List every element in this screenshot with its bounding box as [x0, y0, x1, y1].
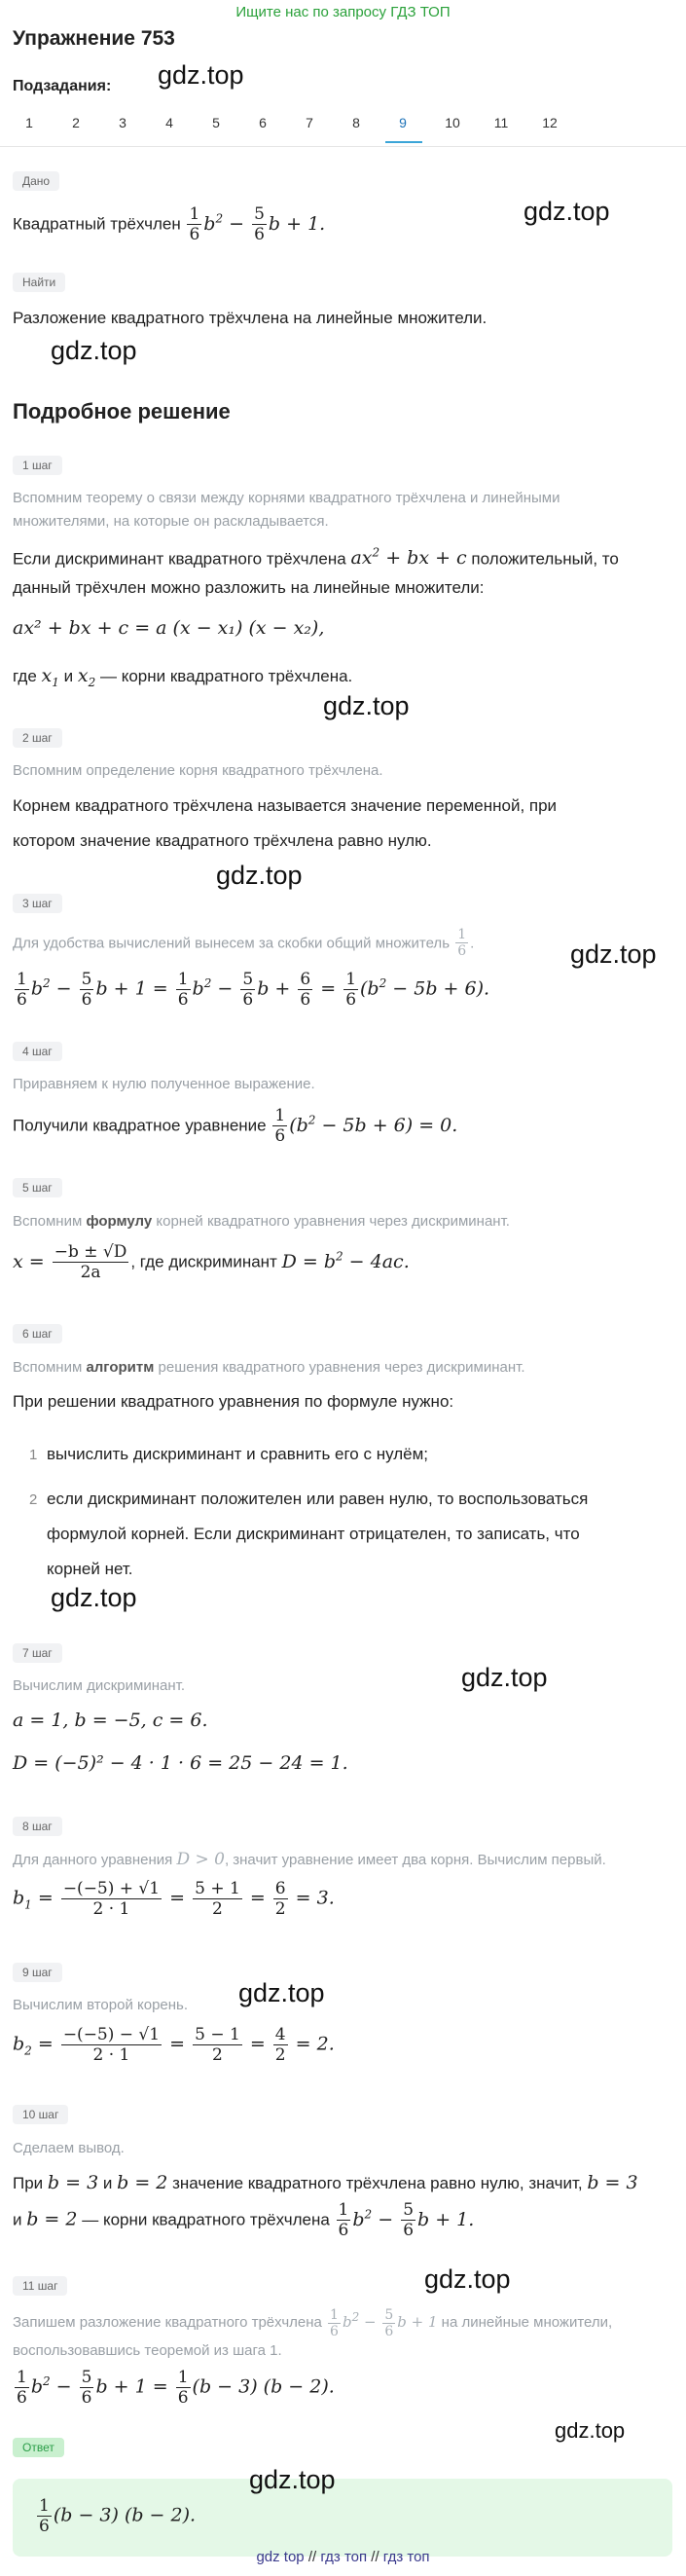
- text-fragment: и: [102, 2174, 113, 2192]
- step-2-text2: котором значение квадратного трёхчлена равно нулю.: [13, 831, 432, 850]
- step-6-text: При решении квадратного уравнения по формуле нужно:: [13, 1392, 454, 1411]
- watermark: gdz.top: [555, 2418, 626, 2443]
- step-9-tag: [13, 1963, 62, 1982]
- text-fragment: и: [63, 667, 74, 685]
- find-text: Разложение квадратного трёхчлена на линейные множители.: [13, 309, 487, 327]
- find-section: [13, 273, 65, 292]
- step-1-where: где $x_1$ и $x_2$ — корни квадратного трёхчлена.: [13, 665, 353, 689]
- step-4-text: Получили квадратное уравнение $\frac{1}{6}$ $(b^2 - 5b + 6) = 0$.: [13, 1106, 458, 1146]
- text-fragment: — корни квадратного трёхчлена: [82, 2210, 330, 2229]
- tab-5[interactable]: 5: [212, 115, 220, 130]
- text-fragment: — корни квадратного трёхчлена.: [99, 667, 353, 685]
- text-fragment: Для данного уравнения: [13, 1852, 173, 1868]
- step-10-line2: и b = 2 — корни квадратного трёхчлена $\frac{1}{6}$ $b^2$ − $\frac{5}{6}$ b + 1.: [13, 2200, 475, 2240]
- active-tab-indicator: [385, 141, 422, 143]
- step-tag: 10 шаг: [13, 2105, 68, 2124]
- find-tag: Найти: [13, 273, 65, 292]
- solution-title: Подробное решение: [13, 399, 231, 423]
- step-7-line1: a = 1, b = −5, c = 6.: [13, 1710, 208, 1731]
- given-tag: Дано: [13, 171, 59, 191]
- list-item: если дискриминант положителен или равен нулю, то воспользоваться: [47, 1490, 589, 1508]
- list-number: 1: [29, 1447, 38, 1463]
- subtask-tabs: [10, 109, 558, 144]
- step-10-hint: Сделаем вывод.: [13, 2140, 125, 2156]
- text-fragment: Вспомним: [13, 1213, 83, 1230]
- watermark: gdz.top: [424, 2264, 511, 2294]
- list-number: 2: [29, 1491, 38, 1508]
- list-item: вычислить дискриминант и сравнить его с нулём;: [47, 1445, 429, 1463]
- watermark: gdz.top: [524, 197, 610, 226]
- footer-link[interactable]: гдз топ: [382, 2549, 430, 2565]
- given-text: Квадратный трёхчлен $\frac{1}{6}$ $b^2$ − $\frac{5}{6}$ b + 1.: [13, 204, 326, 244]
- text-fragment: алгоритм: [86, 1359, 155, 1376]
- step-6-tag: [13, 1324, 62, 1343]
- text-fragment: положительный, то: [471, 549, 619, 569]
- list-item: формулой корней. Если дискриминант отрицателен, то записать, что: [47, 1525, 580, 1543]
- step-6-hint: [13, 1356, 525, 1380]
- text-fragment: где: [13, 667, 37, 685]
- step-tag: 9 шаг: [13, 1963, 62, 1982]
- step-10-line1: При b = 3 и b = 2 значение квадратного трёхчлена равно нулю, значит, b = 3: [13, 2172, 638, 2193]
- step-11-tag: [13, 2276, 67, 2296]
- step-7-hint: Вычислим дискриминант.: [13, 1677, 185, 1694]
- text-fragment: на линейные множители,: [441, 2314, 613, 2331]
- answer-label: Ответ: [13, 2438, 64, 2457]
- step-2-hint: Вспомним определение корня квадратного трёхчлена.: [13, 762, 383, 779]
- text-fragment: , значит уравнение имеет два корня. Вычислим первый.: [224, 1852, 606, 1868]
- search-banner: Ищите нас по запросу ГДЗ ТОП: [235, 4, 451, 20]
- step-1-formula: ax² + bx + c = a (x − x₁) (x − x₂),: [13, 617, 325, 639]
- tab-3[interactable]: 3: [119, 115, 126, 130]
- footer-links: [0, 2549, 686, 2565]
- answer-formula: $\frac{1}{6}$ (b − 3) (b − 2).: [39, 2496, 197, 2536]
- given-section: [13, 171, 59, 191]
- step-tag: 2 шаг: [13, 728, 62, 748]
- answer-tag: [13, 2438, 64, 2457]
- watermark: gdz.top: [323, 691, 410, 720]
- watermark: gdz.top: [51, 336, 137, 365]
- footer-separator: //: [307, 2549, 317, 2565]
- step-7-line2: D = (−5)² − 4 · 1 · 6 = 25 − 24 = 1.: [13, 1752, 348, 1774]
- step-3-tag: [13, 894, 62, 913]
- tab-8[interactable]: 8: [352, 115, 360, 130]
- step-tag: 7 шаг: [13, 1643, 62, 1663]
- step-1-hint: Вспомним теорему о связи между корнями квадратного трёхчлена и линейными множителями, на которые он раскладывается.: [13, 490, 560, 530]
- step-2-text1: Корнем квадратного трёхчлена называется значение переменной, при: [13, 796, 558, 815]
- text-fragment: , где дискриминант: [130, 1252, 277, 1271]
- step-tag: 1 шаг: [13, 456, 62, 475]
- step-tag: 5 шаг: [13, 1178, 62, 1197]
- step-8-formula: $b_1$ = $\frac{-(-5) + √1}{2 \cdot 1}$ = $\frac{5 + 1}{2}$ = $\frac{6}{2}$ = 3.: [13, 1879, 335, 1919]
- watermark: gdz.top: [238, 1978, 325, 2007]
- step-tag: 11 шаг: [13, 2276, 67, 2296]
- step-8-tag: [13, 1817, 62, 1836]
- watermark: gdz.top: [51, 1583, 137, 1612]
- text-fragment: Вспомним: [13, 1359, 83, 1376]
- text-fragment: решения квадратного уравнения через дискриминант.: [158, 1359, 525, 1376]
- tab-4[interactable]: 4: [165, 115, 173, 130]
- watermark: gdz.top: [461, 1663, 548, 1692]
- subtasks-label: Подзадания:: [13, 78, 112, 94]
- given-math-tail: b + 1.: [268, 212, 326, 235]
- tab-12[interactable]: 12: [542, 115, 558, 130]
- step-5-formula: x = $\frac{-b \pm √D}{2a}$ , где дискриминант $D = b^2 - 4ac$.: [13, 1242, 410, 1282]
- footer-link[interactable]: gdz top: [256, 2549, 305, 2565]
- text-fragment: и: [13, 2210, 22, 2229]
- step-3-formula: $\frac{1}{6}$ $b^2$ − $\frac{5}{6}$ b + 1 = $\frac{1}{6}$ $b^2$ − $\frac{5}{6}$ b + $\frac{6}{6}$ = $\frac{1}{6}$ $(b^2 - 5b + 6)$.: [17, 970, 490, 1010]
- step-5-hint: [13, 1210, 510, 1233]
- text-fragment: формулу: [86, 1213, 153, 1230]
- step-1-tag: [13, 456, 62, 475]
- step-1-line1: Если дискриминант квадратного трёхчлена $ax^2$ + bx + c положительный, то: [13, 546, 619, 570]
- tab-9[interactable]: 9: [399, 115, 407, 130]
- step-4-hint: Приравняем к нулю полученное выражение.: [13, 1076, 315, 1092]
- text-fragment: При: [13, 2174, 44, 2192]
- tab-1[interactable]: 1: [25, 115, 33, 130]
- list-item: корней нет.: [47, 1560, 133, 1578]
- step-tag: 3 шаг: [13, 894, 62, 913]
- step-9-hint: Вычислим второй корень.: [13, 1997, 189, 2013]
- divider: [0, 146, 686, 147]
- text-fragment: значение квадратного трёхчлена равно нулю, значит,: [172, 2174, 583, 2192]
- step-7-tag: [13, 1643, 62, 1663]
- step-10-tag: [13, 2105, 68, 2124]
- text-fragment: Запишем разложение квадратного трёхчлена: [13, 2314, 322, 2331]
- step-5-tag: [13, 1178, 62, 1197]
- text-fragment: Если дискриминант квадратного трёхчлена: [13, 549, 346, 569]
- step-4-tag: [13, 1042, 62, 1061]
- step-11-formula: $\frac{1}{6}$ $b^2$ − $\frac{5}{6}$ b + 1 = $\frac{1}{6}$ (b − 3) (b − 2).: [17, 2368, 335, 2408]
- tab-2[interactable]: 2: [72, 115, 80, 130]
- step-tag: 6 шаг: [13, 1324, 62, 1343]
- tab-11[interactable]: 11: [493, 115, 509, 130]
- tab-6[interactable]: 6: [259, 115, 267, 130]
- footer-link[interactable]: гдз топ: [320, 2549, 368, 2565]
- watermark: gdz.top: [158, 60, 244, 90]
- watermark: gdz.top: [249, 2465, 336, 2494]
- step-tag: 4 шаг: [13, 1042, 62, 1061]
- tab-10[interactable]: 10: [445, 115, 460, 130]
- watermark: gdz.top: [216, 861, 303, 890]
- step-8-hint: Для данного уравнения D > 0, значит уравнение имеет два корня. Вычислим первый.: [13, 1850, 606, 1869]
- step-9-formula: $b_2$ = $\frac{-(-5) - √1}{2 \cdot 1}$ = $\frac{5 - 1}{2}$ = $\frac{4}{2}$ = 2.: [13, 2025, 335, 2065]
- step-2-tag: [13, 728, 62, 748]
- tab-7[interactable]: 7: [306, 115, 313, 130]
- step-3-hint: Для удобства вычислений вынесем за скобки общий множитель $\frac{1}{6}$ .: [13, 927, 475, 959]
- step-1-line2: данный трёхчлен можно разложить на линейные множители:: [13, 578, 485, 597]
- text-fragment: воспользовавшись теоремой из шага 1.: [13, 2341, 282, 2359]
- given-label: Квадратный трёхчлен: [13, 214, 181, 234]
- text-fragment: Получили квадратное уравнение: [13, 1116, 267, 1135]
- footer-separator: //: [371, 2549, 379, 2565]
- text-fragment: Для удобства вычислений вынесем за скобки общий множитель: [13, 935, 451, 952]
- watermark: gdz.top: [570, 939, 657, 969]
- step-11-hint: Запишем разложение квадратного трёхчлена $\frac{1}{6}$ $b^2$ − $\frac{5}{6}$ b + 1 на линейные множители, воспользовавшись теоремой из шага 1.: [13, 2306, 613, 2359]
- page-title: Упражнение 753: [13, 27, 175, 50]
- step-tag: 8 шаг: [13, 1817, 62, 1836]
- text-fragment: корней квадратного уравнения через дискриминант.: [156, 1213, 510, 1230]
